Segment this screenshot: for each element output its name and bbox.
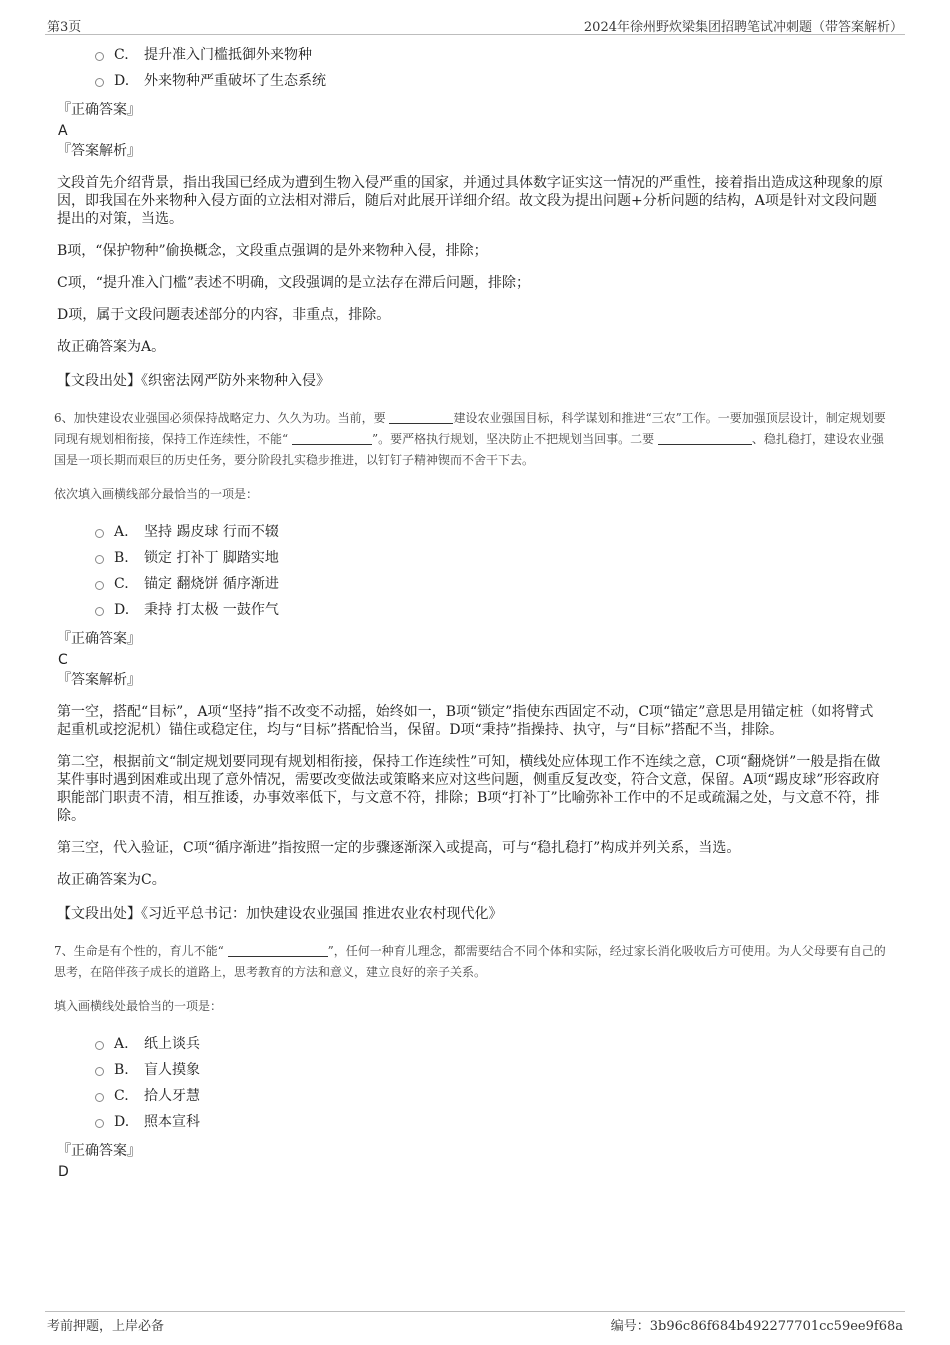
q5-analysis-label: 『答案解析』 [57,143,141,159]
q6-source: 【文段出处】《习近平总书记：加快建设农业强国 推进农业农村现代化》 [57,906,503,922]
document-title: 2024年徐州野炊梁集团招聘笔试冲刺题（带答案解析） [583,20,903,35]
option-text: 锚定 翻烧饼 循序渐进 [144,576,279,592]
fill-blank [292,430,372,445]
document-id: 编号：3b96c86f684b492277701cc59ee9f68a [610,1319,903,1334]
q6-stem-part: 建设农业强国目标，科学谋划和推进“三农”工作。一要加强顶层设计，制定规划要同现有规划相衔接，保持工作连续性，不能“ [54,411,886,446]
radio-icon[interactable] [95,607,104,616]
option-letter: B. [114,550,129,566]
option-letter: A. [114,1036,129,1052]
q7-option-c[interactable] [95,1083,887,1109]
q7-option-a[interactable] [95,1031,887,1057]
q5-analysis-para: 故正确答案为A。 [57,339,166,355]
option-text: 坚持 踢皮球 行而不辍 [144,524,279,540]
option-text: 纸上谈兵 [144,1036,200,1052]
option-text: 秉持 打太极 一鼓作气 [144,602,279,618]
q7-stem-part: ”，任何一种育儿理念，都需要结合不同个体和实际，经过家长消化吸收后方可使用。为人父母要有自己的思考，在陪伴孩子成长的道路上，思考教育的方法和意义，建立良好的亲子关系。 [54,944,886,979]
q7-answer-label: 『正确答案』 [57,1143,141,1159]
q6-analysis-para: 故正确答案为C。 [57,872,166,888]
q6-stem-part: ”。要严格执行规划，坚决防止不把规划当回事。二要 [371,432,658,446]
q7-prompt: 填入画横线处最恰当的一项是： [54,999,223,1013]
fill-blank [658,430,752,445]
q6-analysis-para: 第三空，代入验证，C项“循序渐进”指按照一定的步骤逐渐深入或提高，可与“稳扎稳打”构成并列关系，当选。 [57,840,741,856]
q7-option-d[interactable] [95,1109,887,1135]
option-text: 锁定 打补丁 脚踏实地 [144,550,279,566]
page-header [45,14,905,35]
option-letter: D. [114,73,130,89]
option-letter: B. [114,1062,129,1078]
option-text: 外来物种严重破坏了生态系统 [144,73,326,89]
option-text: 提升准入门槛抵御外来物种 [144,47,312,63]
radio-icon[interactable] [95,581,104,590]
fill-blank [228,942,328,957]
q7-answer: D [58,1164,69,1180]
q7-stem [54,941,887,983]
radio-icon[interactable] [95,78,104,87]
radio-icon[interactable] [95,529,104,538]
document-body [54,42,887,1182]
q7-stem-part: 7、生命是有个性的，育儿不能“ [54,944,228,958]
q5-analysis-para: D项，属于文段问题表述部分的内容，非重点，排除。 [57,307,391,323]
q7-option-b[interactable] [95,1057,887,1083]
fill-blank [389,409,453,424]
q6-stem [54,408,887,471]
q6-analysis-para: 第一空，搭配“目标”，A项“坚持”指不改变不动摇，始终如一，B项“锁定”指使东西固定不动，C项“锚定”意思是用锚定桩（如将臂式起重机或挖泥机）锚住或稳定住，均与“目标”搭配恰当，保留。D项“秉持”指操持、执守，与“目标”搭配不当，排除。 [57,704,874,738]
q6-option-b[interactable] [95,545,887,571]
option-text: 拾人牙慧 [144,1088,200,1104]
q7-options [95,1031,887,1135]
q5-analysis-para: 文段首先介绍背景，指出我国已经成为遭到生物入侵严重的国家，并通过具体数字证实这一情况的严重性，接着指出造成这种现象的原因，即我国在外来物种入侵方面的立法相对滞后，随后对此展开详细介绍。故文段为提出问题+分析问题的结构，A项是针对文段问题提出的对策，当选。 [57,175,883,227]
q5-source: 【文段出处】《织密法网严防外来物种入侵》 [57,373,330,389]
page-footer [45,1311,905,1336]
option-letter: C. [114,576,129,592]
q5-option-c[interactable] [95,42,887,68]
radio-icon[interactable] [95,1067,104,1076]
q6-option-c[interactable] [95,571,887,597]
page-number: 第3页 [47,20,82,35]
footer-slogan: 考前押题，上岸必备 [47,1319,165,1334]
radio-icon[interactable] [95,1119,104,1128]
radio-icon[interactable] [95,1093,104,1102]
option-letter: D. [114,602,130,618]
q5-options [95,42,887,94]
radio-icon[interactable] [95,1041,104,1050]
q5-analysis-para: C项，“提升准入门槛”表述不明确，文段强调的是立法存在滞后问题，排除； [57,275,531,291]
q6-analysis-para: 第二空，根据前文“制定规划要同现有规划相衔接，保持工作连续性”可知，横线处应体现工作不连续之意，C项“翻烧饼”一般是指在做某件事时遇到困难或出现了意外情况，需要改变做法或策略来应对这些问题，侧重反复改变，符合文意，保留。A项“踢皮球”形容政府职能部门职责不清，相互推诿，办事效率低下，与文意不符，排除；B项“打补丁”比喻弥补工作中的不足或疏漏之处，与文意不符，排除。 [57,754,881,824]
radio-icon[interactable] [95,555,104,564]
q6-option-d[interactable] [95,597,887,623]
q6-stem-part: 、稳扎稳打，建设农业强国是一项长期而艰巨的历史任务，要分阶段扎实稳步推进，以钉钉子精神锲而不舍干下去。 [54,432,884,467]
q6-answer: C [58,652,68,668]
q5-option-d[interactable] [95,68,887,94]
q6-stem-part: 6、加快建设农业强国必须保持战略定力、久久为功。当前，要 [54,411,390,425]
q6-analysis-label: 『答案解析』 [57,672,141,688]
q5-answer-label: 『正确答案』 [57,102,141,118]
option-letter: D. [114,1114,130,1130]
q6-answer-label: 『正确答案』 [57,631,141,647]
q5-answer: A [58,123,68,139]
option-letter: C. [114,47,129,63]
option-letter: A. [114,524,129,540]
q6-options [95,519,887,623]
option-letter: C. [114,1088,129,1104]
option-text: 照本宣科 [144,1114,200,1130]
q6-option-a[interactable] [95,519,887,545]
q6-prompt: 依次填入画横线部分最恰当的一项是： [54,487,259,501]
q5-analysis-para: B项，“保护物种”偷换概念，文段重点强调的是外来物种入侵，排除； [57,243,488,259]
option-text: 盲人摸象 [144,1062,200,1078]
radio-icon[interactable] [95,52,104,61]
